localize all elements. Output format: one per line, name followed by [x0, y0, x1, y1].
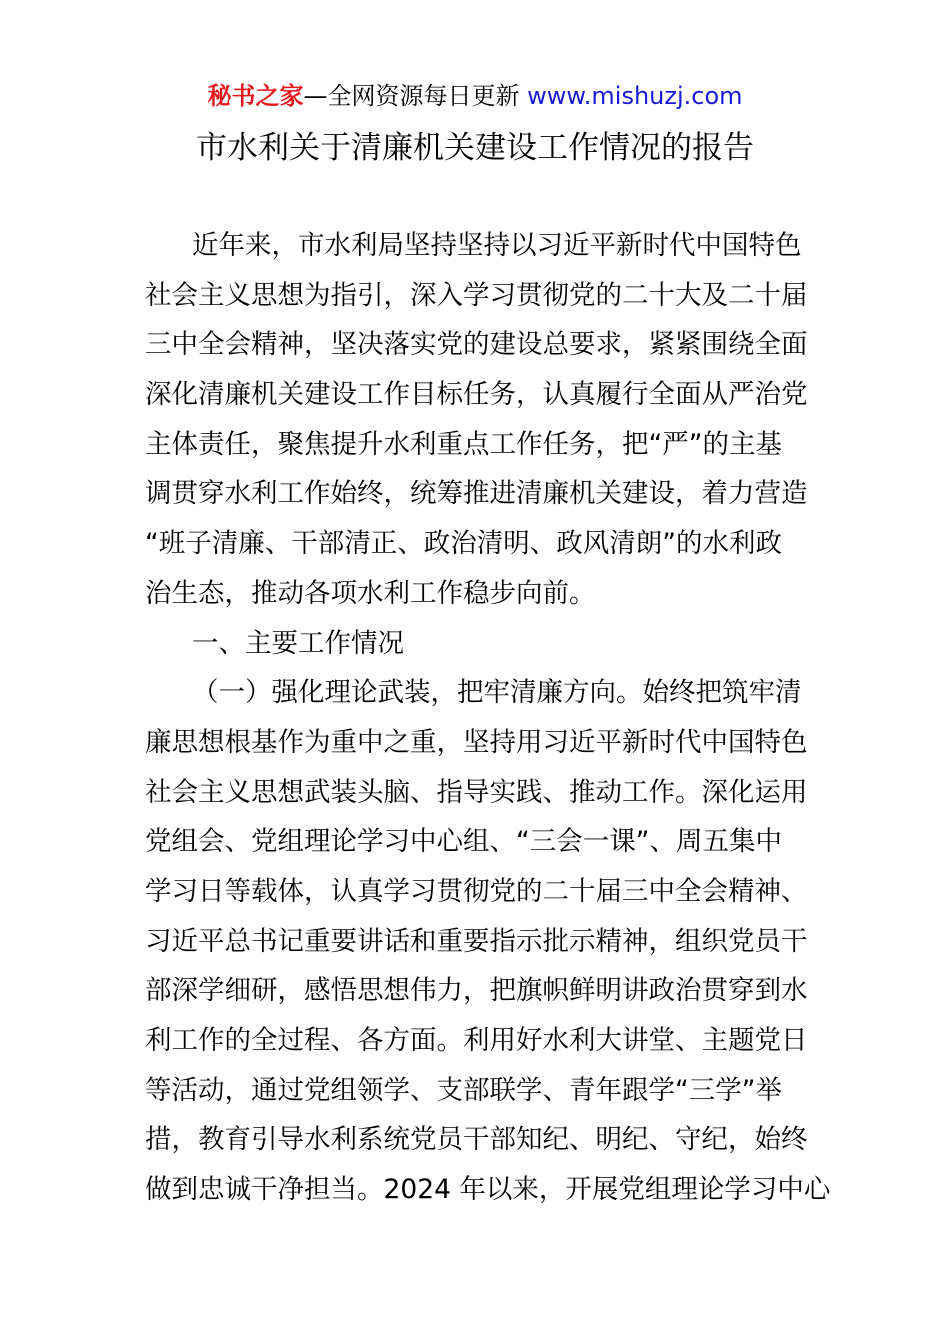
section-heading: 一、主要工作情况: [192, 627, 404, 659]
paragraph-line: 措，教育引导水利系统党员干部知纪、明纪、守纪，始终: [145, 1124, 808, 1156]
paragraph-line: 近年来，市水利局坚持坚持以习近平新时代中国特色: [192, 230, 802, 261]
paragraph-line: 治生态，推动各项水利工作稳步向前。: [145, 577, 596, 609]
paragraph-line: 社会主义思想为指引，深入学习贯彻党的二十大及二十届: [145, 279, 808, 311]
paragraph-line: 调贯穿水利工作始终，统筹推进清廉机关建设，着力营造: [145, 478, 808, 510]
brand-name: 秘书之家: [207, 82, 304, 110]
document-body: [145, 226, 831, 1220]
paragraph-line: （一）强化理论武装，把牢清廉方向。始终把筑牢清: [192, 677, 802, 709]
document-title: 市水利关于清廉机关建设工作情况的报告: [196, 130, 754, 166]
paragraph-line: 习近平总书记重要讲话和重要指示批示精神，组织党员干: [145, 925, 808, 957]
paragraph-line: “班子清廉、干部清正、政治清明、政风清朗”的水利政: [145, 528, 782, 560]
site-header: [0, 80, 950, 112]
paragraph-line: 党组会、党组理论学习中心组、“三会一课”、周五集中: [145, 826, 782, 858]
paragraph-line: 三中全会精神，坚决落实党的建设总要求，紧紧围绕全面: [145, 329, 808, 361]
paragraph-line: 深化清廉机关建设工作目标任务，认真履行全面从严治党: [145, 379, 808, 411]
paragraph-line: 部深学细研，感悟思想伟力，把旗帜鲜明讲政治贯穿到水: [145, 975, 808, 1007]
header-tagline: —全网资源每日更新: [303, 82, 528, 110]
paragraph-line: 利工作的全过程、各方面。利用好水利大讲堂、主题党日: [145, 1025, 808, 1056]
paragraph-line: 等活动，通过党组领学、支部联学、青年跟学“三学”举: [145, 1074, 782, 1106]
paragraph-line: 廉思想根基作为重中之重，坚持用习近平新时代中国特色: [145, 726, 808, 758]
paragraph-line: 社会主义思想武装头脑、指导实践、推动工作。深化运用: [145, 776, 808, 808]
paragraph-line: 主体责任，聚焦提升水利重点工作任务，把“严”的主基: [145, 428, 782, 460]
paragraph-line: 做到忠诚干净担当。2024 年以来，开展党组理论学习中心: [145, 1174, 831, 1206]
paragraph-line: 学习日等载体，认真学习贯彻党的二十届三中全会精神、: [145, 875, 808, 907]
site-url[interactable]: www.mishuzj.com: [527, 82, 743, 110]
